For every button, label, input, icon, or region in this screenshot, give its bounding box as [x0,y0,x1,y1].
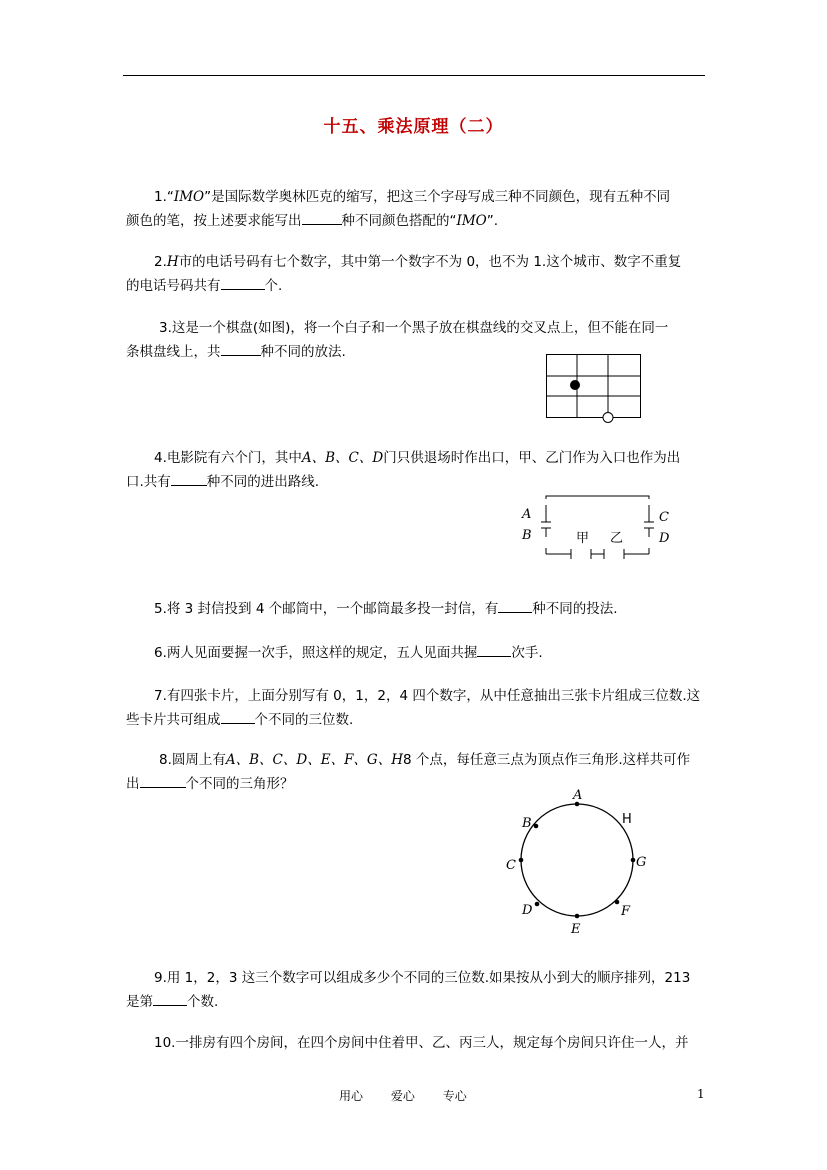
label-jia: 甲 [576,531,590,546]
question-6 [126,641,708,665]
answer-blank[interactable] [171,471,207,486]
label-a: A [522,507,532,522]
wall-top [546,496,649,499]
label-a: A [573,788,583,803]
question-9-line-1: 9.用 1，2，3 这三个数字可以组成多少个不同的三位数.如果按从小到大的顺序排列，213 [154,970,691,986]
question-4-line-2 [126,470,708,494]
question-9-line-2 [126,990,708,1014]
q2-text: 2. [154,254,167,270]
question-7-line-1: 7.有四张卡片，上面分别写有 0，1，2，4 四个数字，从中任意抽出三张卡片组成三位数.这 [154,688,701,704]
footer-text: 专心 [442,1089,467,1103]
question-5 [126,597,708,621]
q8-text: 8.圆周上有 [159,752,226,768]
question-1-line-2 [126,209,708,233]
q4-text: 门只供退场时作出口，甲、乙门作为入口也作为出 [383,450,681,466]
q8-letters: A、B、C、D、E、F、G、H [225,752,403,768]
q6-text: 次手. [511,645,543,661]
label-yi: 乙 [610,531,624,546]
label-b: B [522,816,532,831]
q5-text: 5.将 3 封信投到 4 个邮筒中，一个邮筒最多投一封信，有 [154,601,499,617]
point-g [631,858,636,863]
q8-text: 个不同的三角形？ [185,776,294,792]
question-2-line-2 [126,274,708,298]
q3-text: 种不同的放法. [260,344,346,360]
question-2 [126,250,708,298]
q2-letter: H [166,254,179,270]
answer-blank[interactable] [477,642,511,657]
point-c [519,858,524,863]
q6-text: 6.两人见面要握一次手，照这样的规定，五人见面共握 [154,645,478,661]
question-4-line-1 [126,446,708,470]
cinema-doors-figure [515,492,685,564]
q3-text: 条棋盘线上，共 [126,344,221,360]
footer-text: 爱心 [390,1089,415,1103]
question-6-line-1 [126,641,708,665]
page-title: 十五、乘法原理（二） [323,117,504,137]
q1-text: ”是国际数学奥林匹克的缩写，把这三个字母写成三种不同颜色，现有五种不同 [204,189,671,205]
circle [521,804,633,916]
point-d [535,902,540,907]
q1-text: 1.“ [154,189,174,205]
q4-text: 种不同的进出路线. [206,474,320,490]
point-e [575,914,580,919]
q8-text: 8 个点，每任意三点为顶点作三角形.这样共可作 [403,752,691,768]
label-h: H [622,812,632,827]
question-10 [126,1031,708,1055]
label-c: C [506,858,516,873]
header-rule [123,75,705,76]
label-b: B [522,528,532,543]
question-3-line-1: 3.这是一个棋盘(如图)，将一个白子和一个黑子放在棋盘线的交叉点上，但不能在同一 [159,320,669,336]
q1-text: 种不同颜色搭配的“ [341,213,457,229]
q4-text: 4.电影院有六个门，其中 [154,450,302,466]
q9-text: 个数. [187,994,219,1010]
q9-text: 是第 [126,994,153,1010]
answer-blank[interactable] [140,773,186,788]
q8-text: 出 [126,776,140,792]
point-b [534,824,539,829]
q4-letters: A、B、C、D [301,450,384,466]
q7-text: 个不同的三位数. [254,712,354,728]
white-stone [603,413,613,423]
label-c: C [659,510,669,525]
circle-points-figure [500,788,660,938]
label-g: G [636,855,647,870]
chessboard-figure [545,353,645,423]
q4-text: 口.共有 [126,474,171,490]
question-5-line-1 [126,597,708,621]
label-d: D [522,903,533,918]
q2-text: 个. [264,278,283,294]
answer-blank[interactable] [221,275,265,290]
label-f: F [621,904,631,919]
answer-blank[interactable] [221,709,255,724]
q2-text: 市的电话号码有七个数字，其中第一个数字不为 0，也不为 1.这个城市、数字不重复 [178,254,682,270]
board-border [547,355,641,418]
q1-text: 颜色的笔，按上述要求能写出 [126,213,302,229]
label-e: E [571,922,581,937]
question-2-line-1 [126,250,708,274]
footer [339,1087,491,1104]
q5-text: 种不同的投法. [532,601,618,617]
question-10-line-1: 10.一排房有四个房间，在四个房间中住着甲、乙、丙三人，规定每个房间只许住一人，并 [154,1035,689,1051]
q1-text: ”. [486,213,499,229]
page-number: 1 [697,1087,705,1101]
q2-text: 的电话号码共有 [126,278,221,294]
q7-text: 些卡片共可组成 [126,712,221,728]
question-1-line-1 [126,185,708,209]
answer-blank[interactable] [302,210,342,225]
answer-blank[interactable] [221,341,261,356]
footer-text: 用心 [339,1089,364,1103]
q1-imo: IMO [456,213,487,229]
q1-imo: IMO [173,189,205,205]
question-4 [126,446,708,494]
question-8-line-1 [126,748,708,772]
answer-blank[interactable] [153,991,187,1006]
label-d: D [659,531,670,546]
black-stone [570,380,580,390]
question-1 [126,185,708,233]
answer-blank[interactable] [498,598,532,613]
question-9 [126,966,708,1014]
question-7 [126,684,708,732]
question-7-line-2 [126,708,708,732]
point-f [615,900,620,905]
